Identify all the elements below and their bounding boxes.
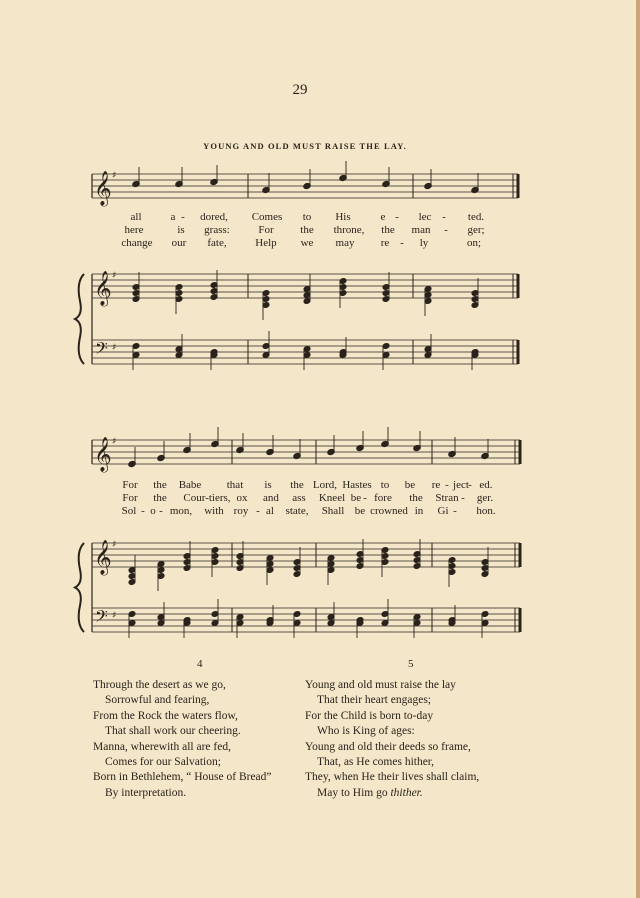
lyric-syllable: - [181, 211, 185, 223]
lyric-syllable: is [177, 224, 185, 236]
lyric-syllable: be [350, 492, 362, 504]
verse-4 [93, 678, 272, 801]
lyric-syllable: the [153, 479, 167, 491]
lyric-syllable: re [380, 237, 390, 249]
lyric-syllable: - [363, 492, 367, 504]
lyric-syllable: Help [255, 237, 277, 249]
key-signature-sharp: ♯ [112, 271, 117, 281]
lyric-syllable: Comes [251, 211, 283, 223]
lyric-syllable: His [335, 211, 351, 223]
lyric-syllable: is [264, 479, 272, 491]
verse-line: From the Rock the waters flow, [93, 709, 238, 722]
lyric-syllable: - [256, 505, 260, 517]
lyric-syllable: roy [233, 505, 249, 517]
treble-clef: 𝄞 [94, 540, 112, 575]
lyric-syllable: - [159, 505, 163, 517]
lyric-syllable: all [130, 211, 142, 223]
key-signature-sharp: ♯ [112, 343, 117, 353]
lyric-syllable: - [141, 505, 145, 517]
lyric-syllable: ject [453, 479, 469, 491]
lyric-syllable: man [411, 224, 431, 236]
lyric-line-1-1 [0, 211, 640, 224]
lyric-syllable: e [380, 211, 386, 223]
lyric-line-2-2 [0, 492, 640, 505]
lyric-syllable: lec [418, 211, 432, 223]
lyric-syllable: ted. [467, 211, 485, 223]
lyric-syllable: For [122, 492, 138, 504]
verse-line: Sorrowful and fearing, [105, 694, 210, 707]
lyric-syllable: ed. [479, 479, 493, 491]
verse-line-text: May to Him go [317, 786, 391, 799]
lyric-syllable: mon, [169, 505, 193, 517]
lyric-syllable: Stran [435, 492, 459, 504]
bass-clef: 𝄢 [95, 606, 108, 630]
lyric-syllable: Gi [437, 505, 449, 517]
verse-number-4: 4 [197, 658, 203, 670]
lyric-syllable: our [171, 237, 187, 249]
lyric-syllable: fate, [207, 237, 227, 249]
lyric-syllable: hon. [476, 505, 496, 517]
lyric-syllable: be [354, 505, 366, 517]
key-signature-sharp: ♯ [112, 171, 117, 181]
lyric-line-1-3 [0, 237, 640, 250]
lyric-syllable: dored, [200, 211, 228, 223]
lyric-syllable: re [431, 479, 441, 491]
song-title: YOUNG AND OLD MUST RAISE THE LAY. [203, 141, 407, 151]
lyric-syllable: - [400, 237, 404, 249]
treble-clef: 𝄞 [94, 437, 112, 472]
verse-5 [305, 678, 479, 801]
lyric-syllable: Lord, [312, 479, 338, 491]
lyric-syllable: and [263, 492, 279, 504]
lyric-syllable: - [453, 505, 457, 517]
lyric-syllable: may [335, 237, 355, 249]
lyric-syllable: the [409, 492, 423, 504]
verse-line: That shall work our cheering. [105, 725, 241, 738]
lyric-syllable: - [442, 211, 446, 223]
key-signature-sharp: ♯ [112, 540, 117, 550]
treble-clef: 𝄞 [94, 271, 112, 306]
lyric-syllable: Hastes [342, 479, 372, 491]
lyric-syllable: Shall [321, 505, 345, 517]
lyric-syllable: ger; [467, 224, 485, 236]
lyric-syllable: to [380, 479, 390, 491]
lyric-syllable: al [266, 505, 274, 517]
lyric-syllable: be [404, 479, 416, 491]
lyric-syllable: crowned [370, 505, 408, 517]
lyric-syllable: on; [466, 237, 482, 249]
lyric-syllable: the [300, 224, 314, 236]
lyric-line-2-1 [0, 479, 640, 492]
lyric-syllable: ox [236, 492, 248, 504]
lyric-syllable: that [226, 479, 244, 491]
lyric-syllable: - [444, 224, 448, 236]
lyric-syllable: For [258, 224, 274, 236]
verse-number-5: 5 [408, 658, 414, 670]
lyric-line-2-3 [0, 505, 640, 518]
lyric-syllable: ass [292, 492, 306, 504]
brace [75, 274, 84, 364]
verse-line: Young and old must raise the lay [305, 679, 456, 691]
lyric-syllable: Sol [121, 505, 137, 517]
lyric-line-1-2 [0, 224, 640, 237]
lyric-syllable: - [395, 211, 399, 223]
verse-line: They, when He their lives shall claim, [305, 771, 480, 784]
lyric-syllable: in [414, 505, 424, 517]
verse-line [305, 786, 479, 801]
lyric-syllable: ger. [476, 492, 494, 504]
lyric-syllable: grass: [204, 224, 230, 236]
lyric-syllable: - [445, 479, 449, 491]
verse-line: For the Child is born to-day [305, 709, 434, 722]
lyric-syllable: change [121, 237, 153, 249]
lyric-syllable: o [150, 505, 156, 517]
lyric-syllable: here [124, 224, 144, 236]
page-number: 29 [292, 82, 308, 98]
verse-line: That, as He comes hither, [317, 756, 435, 769]
key-signature-sharp: ♯ [112, 437, 117, 447]
verse-line: That their heart engages; [317, 694, 431, 707]
verse-line: By interpretation. [105, 786, 187, 799]
verse-line: Born in Bethlehem, “ House of Bread” [93, 771, 272, 784]
lyric-syllable: the [290, 479, 304, 491]
lyric-syllable: to [302, 211, 312, 223]
lyric-syllable: the [381, 224, 395, 236]
key-signature-sharp: ♯ [112, 611, 117, 621]
brace [75, 543, 84, 632]
verse-line: Manna, wherewith all are fed, [93, 740, 231, 753]
treble-clef: 𝄞 [94, 171, 112, 206]
verse-line: Young and old their deeds so frame, [305, 740, 471, 753]
lyric-syllable: ly [419, 237, 429, 249]
lyric-syllable: - [461, 492, 465, 504]
lyric-syllable: we [300, 237, 314, 249]
verse-line-italic: thither. [390, 786, 423, 799]
lyric-syllable: with [204, 505, 224, 517]
verse-line: Comes for our Salvation; [105, 756, 221, 769]
lyric-syllable: the [153, 492, 167, 504]
lyric-syllable: fore [374, 492, 392, 504]
lyric-syllable: throne, [333, 224, 365, 236]
lyric-syllable: - [468, 479, 472, 491]
lyric-syllable: Babe [178, 479, 202, 491]
bass-clef: 𝄢 [95, 338, 108, 362]
verse-line: Who is King of ages: [317, 725, 415, 738]
lyric-syllable: For [122, 479, 138, 491]
verse-line: Through the desert as we go, [93, 679, 226, 691]
lyric-syllable: Kneel [318, 492, 346, 504]
lyric-syllable: a [170, 211, 176, 223]
lyric-syllable: state, [285, 505, 309, 517]
lyric-syllable: Cour-tiers, [183, 492, 231, 504]
